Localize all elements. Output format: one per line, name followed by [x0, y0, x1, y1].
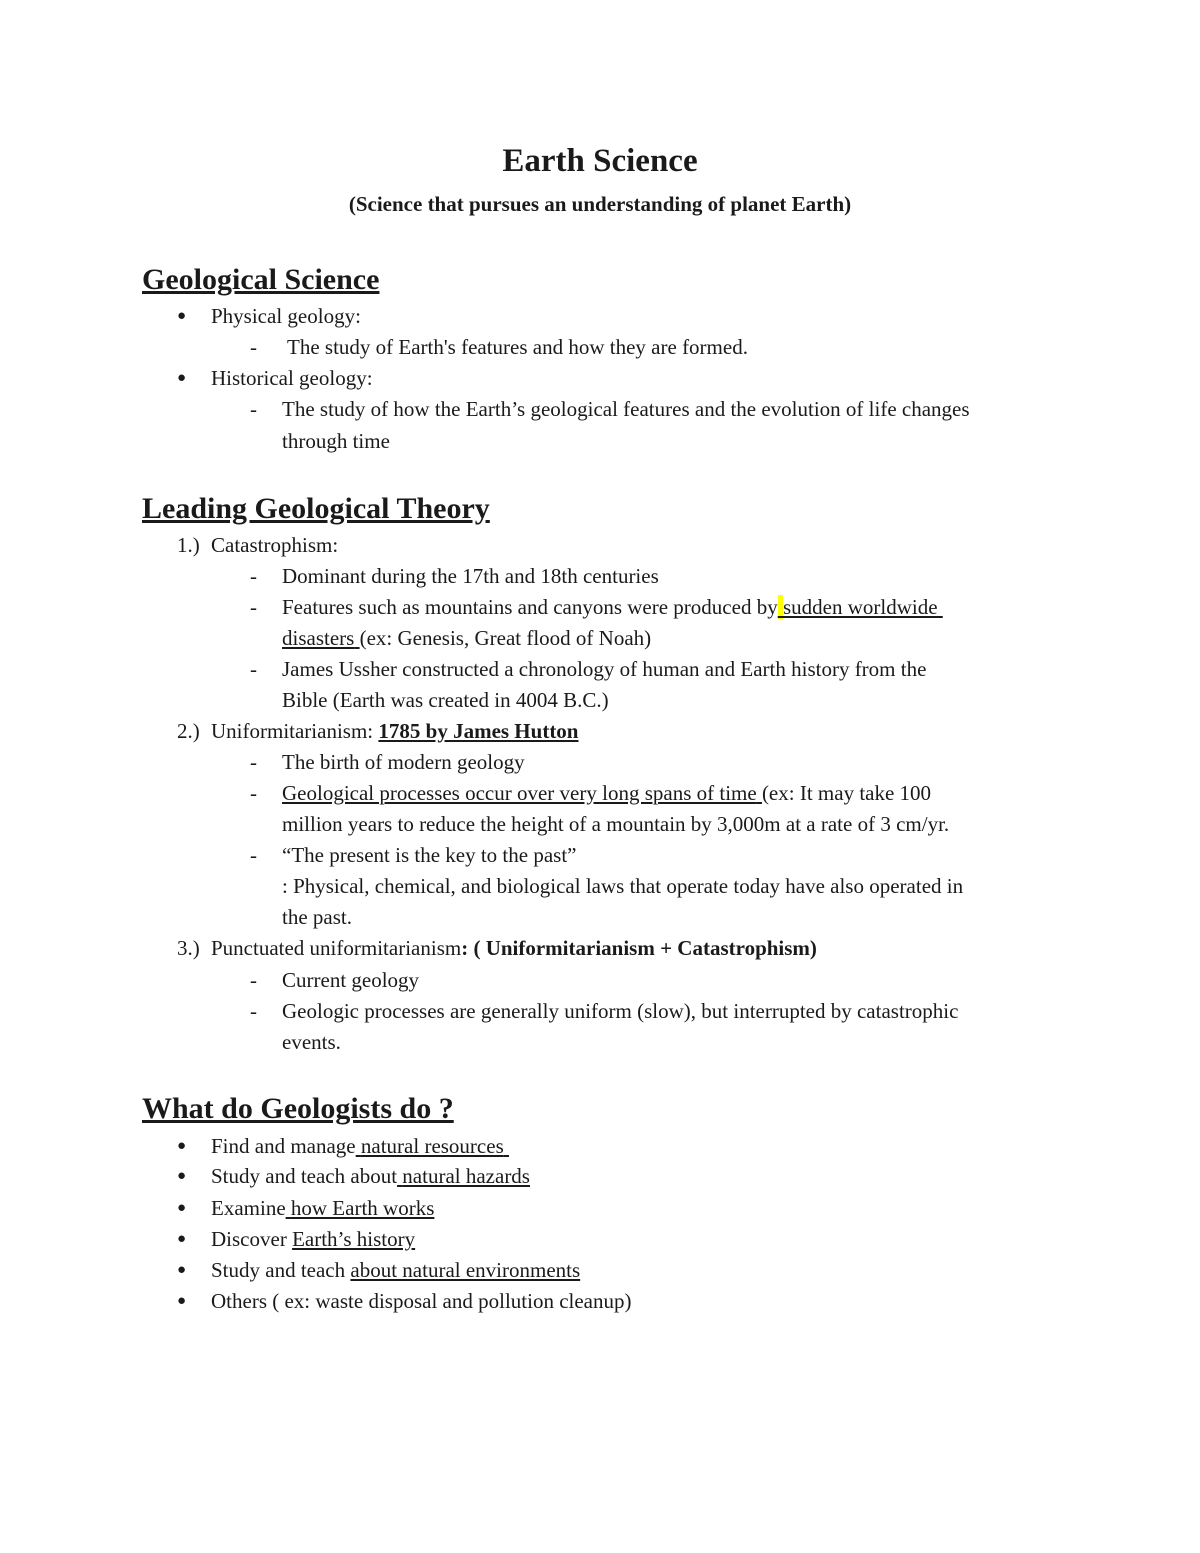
section-heading-leading-geological-theory: Leading Geological Theory	[142, 492, 490, 525]
bullet-icon: ●	[177, 308, 187, 324]
text-run: (ex: Genesis, Great flood of Noah)	[359, 626, 652, 650]
bullet-icon: ●	[177, 1231, 187, 1247]
dash-icon: -	[250, 781, 257, 805]
underlined-text: Earth’s history	[292, 1227, 416, 1251]
list-item	[211, 1162, 530, 1190]
text-run: Punctuated uniformitarianism	[211, 936, 462, 960]
list-item-continuation: through time	[282, 429, 390, 453]
list-item: Current geology	[282, 968, 420, 992]
list-item-continuation: Bible (Earth was created in 4004 B.C.)	[282, 688, 609, 712]
list-item-continuation	[282, 624, 651, 652]
list-item	[282, 593, 943, 621]
bullet-icon: ●	[177, 1168, 187, 1184]
list-item: The study of how the Earth’s geological features and the evolution of life changes	[282, 397, 970, 421]
list-item: Physical geology:	[211, 304, 361, 328]
dash-icon: -	[250, 843, 257, 867]
dash-icon: -	[250, 750, 257, 774]
list-item-continuation: million years to reduce the height of a mountain by 3,000m at a rate of 3 cm/yr.	[282, 812, 950, 836]
item-label	[211, 717, 579, 745]
section-heading-what-do-geologists-do: What do Geologists do ?	[142, 1092, 454, 1125]
list-item: James Ussher constructed a chronology of human and Earth history from the	[282, 657, 927, 681]
list-item: Geologic processes are generally uniform (slow), but interrupted by catastrophic	[282, 999, 959, 1023]
list-item-continuation: the past.	[282, 905, 352, 929]
item-number: 1.)	[177, 533, 200, 557]
bullet-icon: ●	[177, 370, 187, 386]
underlined-space	[504, 1134, 509, 1158]
list-item-continuation: events.	[282, 1030, 341, 1054]
bullet-icon: ●	[177, 1262, 187, 1278]
bullet-icon: ●	[177, 1293, 187, 1309]
underlined-text: sudden worldwide	[782, 595, 938, 619]
dash-icon: -	[250, 999, 257, 1023]
text-run: Discover	[211, 1227, 287, 1251]
list-item: “The present is the key to the past”	[282, 843, 577, 867]
text-run: Features such as mountains and canyons were produced by	[282, 595, 778, 619]
underlined-text: natural hazards	[402, 1164, 530, 1188]
dash-icon: -	[250, 657, 257, 681]
document-title: Earth Science	[502, 143, 698, 179]
underlined-text: Geological processes occur over very long spans of time	[282, 781, 757, 805]
underlined-text: how Earth works	[290, 1196, 435, 1220]
underlined-text: natural resources	[360, 1134, 504, 1158]
text-run: Examine	[211, 1196, 286, 1220]
dash-icon: -	[250, 397, 257, 421]
bold-text: : ( Uniformitarianism + Catastrophism)	[461, 936, 817, 960]
section-heading-geological-science: Geological Science	[142, 263, 380, 296]
underlined-text: disasters	[282, 626, 355, 650]
underlined-space	[938, 595, 943, 619]
list-item	[211, 1194, 434, 1222]
list-item: Historical geology:	[211, 366, 373, 390]
document-subtitle: (Science that pursues an understanding of planet Earth)	[348, 192, 852, 216]
list-item: Dominant during the 17th and 18th centuries	[282, 564, 659, 588]
item-label: Catastrophism:	[211, 533, 339, 557]
item-number: 2.)	[177, 719, 200, 743]
bullet-icon: ●	[177, 1200, 187, 1216]
text-run: Find and manage	[211, 1134, 356, 1158]
list-item	[211, 1225, 415, 1253]
list-item: The study of Earth's features and how they are formed.	[287, 335, 748, 359]
item-label	[211, 934, 817, 962]
list-item	[282, 779, 931, 807]
bullet-icon: ●	[177, 1138, 187, 1154]
list-item: The birth of modern geology	[282, 750, 525, 774]
list-item: Others ( ex: waste disposal and pollution cleanup)	[211, 1289, 632, 1313]
text-run: Study and teach	[211, 1258, 346, 1282]
dash-icon: -	[250, 564, 257, 588]
dash-icon: -	[250, 968, 257, 992]
list-item-continuation: : Physical, chemical, and biological laws that operate today have also operated in	[282, 874, 964, 898]
list-item	[211, 1256, 580, 1284]
bold-underlined-text: 1785 by James Hutton	[378, 719, 579, 743]
list-item	[211, 1132, 509, 1160]
dash-icon: -	[250, 595, 257, 619]
text-run: Study and teach about	[211, 1164, 398, 1188]
dash-icon: -	[250, 335, 257, 359]
text-run: (ex: It may take 100	[761, 781, 932, 805]
text-run: Uniformitarianism:	[211, 719, 374, 743]
item-number: 3.)	[177, 936, 200, 960]
underlined-text: about natural environments	[350, 1258, 581, 1282]
